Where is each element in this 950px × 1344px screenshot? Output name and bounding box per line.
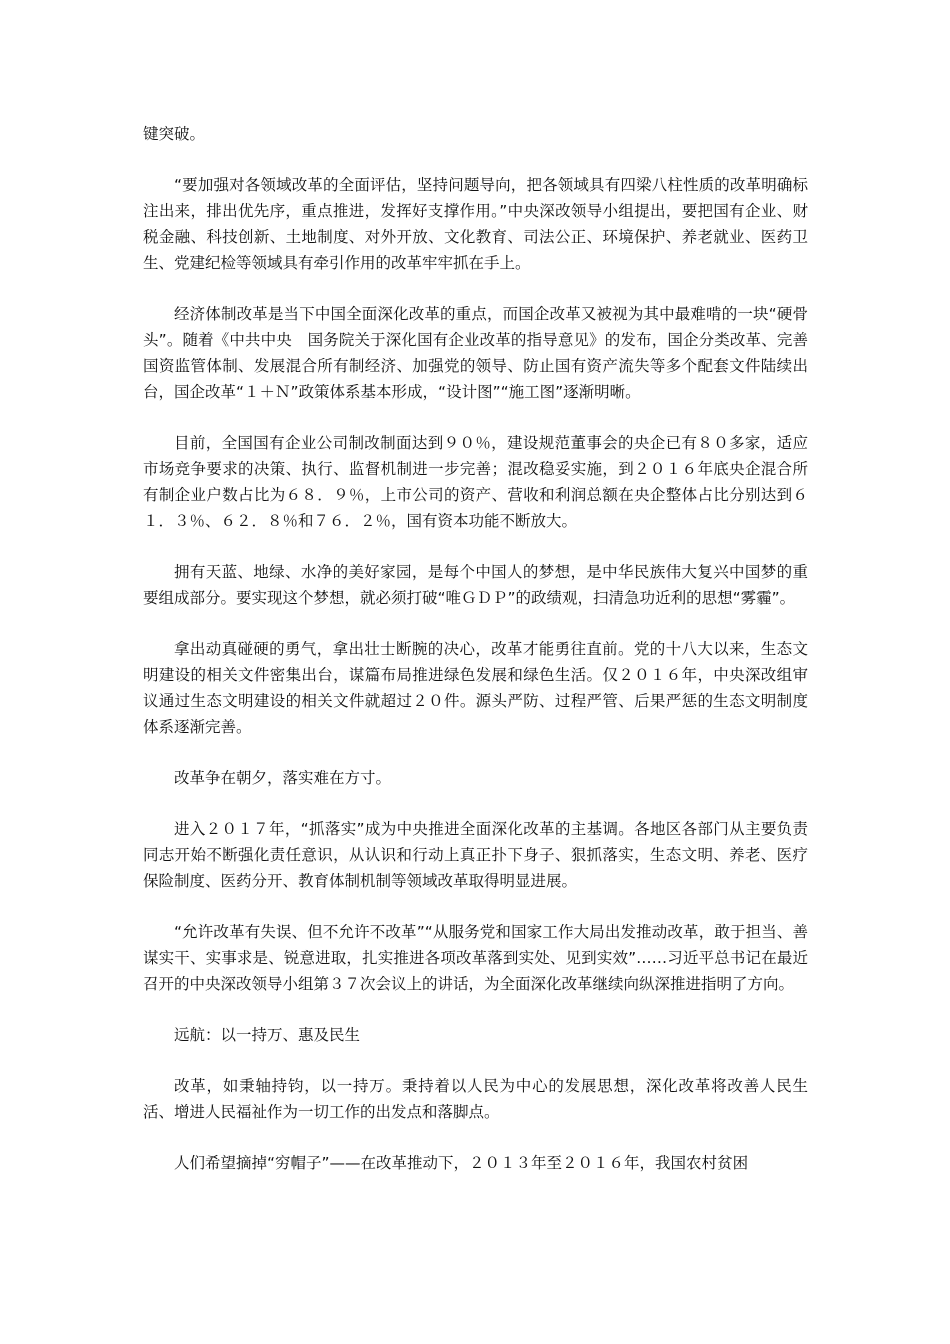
paragraph-quote-leading-group: “要加强对各领域改革的全面评估，坚持问题导向，把各领域具有四梁八柱性质的改革明确标注出来，排出优先序，重点推进，发挥好支撑作用。”中央深改领导小组提出，要把国有企业、财税金融、科技创新、土地制度、对外开放、文化教育、司法公正、环境保护、养老就业、医药卫生、党建纪检等领域具有牵引作用的改革牢牢抓在手上。 <box>143 176 808 272</box>
paragraph-2017-focus: 进入２０１７年，“抓落实”成为中央推进全面深化改革的主基调。各地区各部门从主要负责同志开始不断强化责任意识，从认识和行动上真正扑下身子、狠抓落实，生态文明、养老、医疗保险制度、医药分开、教育体制机制等领域改革取得明显进展。 <box>143 820 808 890</box>
paragraph-ecological-civilization: 拿出动真碰硬的勇气，拿出壮士断腕的决心，改革才能勇往直前。党的十八大以来，生态文明建设的相关文件密集出台，谋篇布局推进绿色发展和绿色生活。仅２０１６年，中央深改组审议通过生态文明建设的相关文件就超过２０件。源头严防、过程严管、后果严惩的生态文明制度体系逐渐完善。 <box>143 640 808 736</box>
paragraph-people-centered: 改革，如秉轴持钧，以一持万。秉持着以人民为中心的发展思想，深化改革将改善人民生活、增进人民福祉作为一切工作的出发点和落脚点。 <box>143 1077 808 1121</box>
paragraph-soe-reform: 经济体制改革是当下中国全面深化改革的重点，而国企改革又被视为其中最难啃的一块“硬骨头”。随着《中共中央 国务院关于深化国有企业改革的指导意见》的发布，国企分类改革、完善国资监管体制、发展混合所有制经济、加强党的领导、防止国有资产流失等多个配套文件陆续出台，国企改革“１＋Ｎ”政策体系基本形成，“设计图”“施工图”逐渐明晰。 <box>143 305 808 401</box>
document-body <box>143 121 808 1201</box>
paragraph-xi-speech: “允许改革有失误、但不允许不改革”“从服务党和国家工作大局出发推动改革，敢于担当、善谋实干、实事求是、锐意进取，扎实推进各项改革落到实处、见到实效”……习近平总书记在最近召开的中央深改领导小组第３７次会议上的讲话，为全面深化改革继续向纵深推进指明了方向。 <box>143 923 808 993</box>
paragraph-poverty: 人们希望摘掉“穷帽子”——在改革推动下，２０１３年至２０１６年，我国农村贫困 <box>174 1154 749 1172</box>
paragraph-soe-statistics: 目前，全国国有企业公司制改制面达到９０％，建设规范董事会的央企已有８０多家，适应市场竞争要求的决策、执行、监督机制进一步完善；混改稳妥实施，到２０１６年底央企混合所有制企业户数占比为６８．９％，上市公司的资产、营收和利润总额在央企整体占比分别达到６１．３％、６２．８％和７６．２％，国有资本功能不断放大。 <box>143 434 808 530</box>
paragraph-green-homeland: 拥有天蓝、地绿、水净的美好家园，是每个中国人的梦想，是中华民族伟大复兴中国梦的重要组成部分。要实现这个梦想，就必须打破“唯ＧＤＰ”的政绩观，扫清急功近利的思想“雾霾”。 <box>143 563 808 607</box>
paragraph-implementation: 改革争在朝夕，落实难在方寸。 <box>174 769 392 787</box>
section-heading: 远航：以一持万、惠及民生 <box>174 1026 361 1044</box>
paragraph-continuation: 键突破。 <box>143 125 206 143</box>
